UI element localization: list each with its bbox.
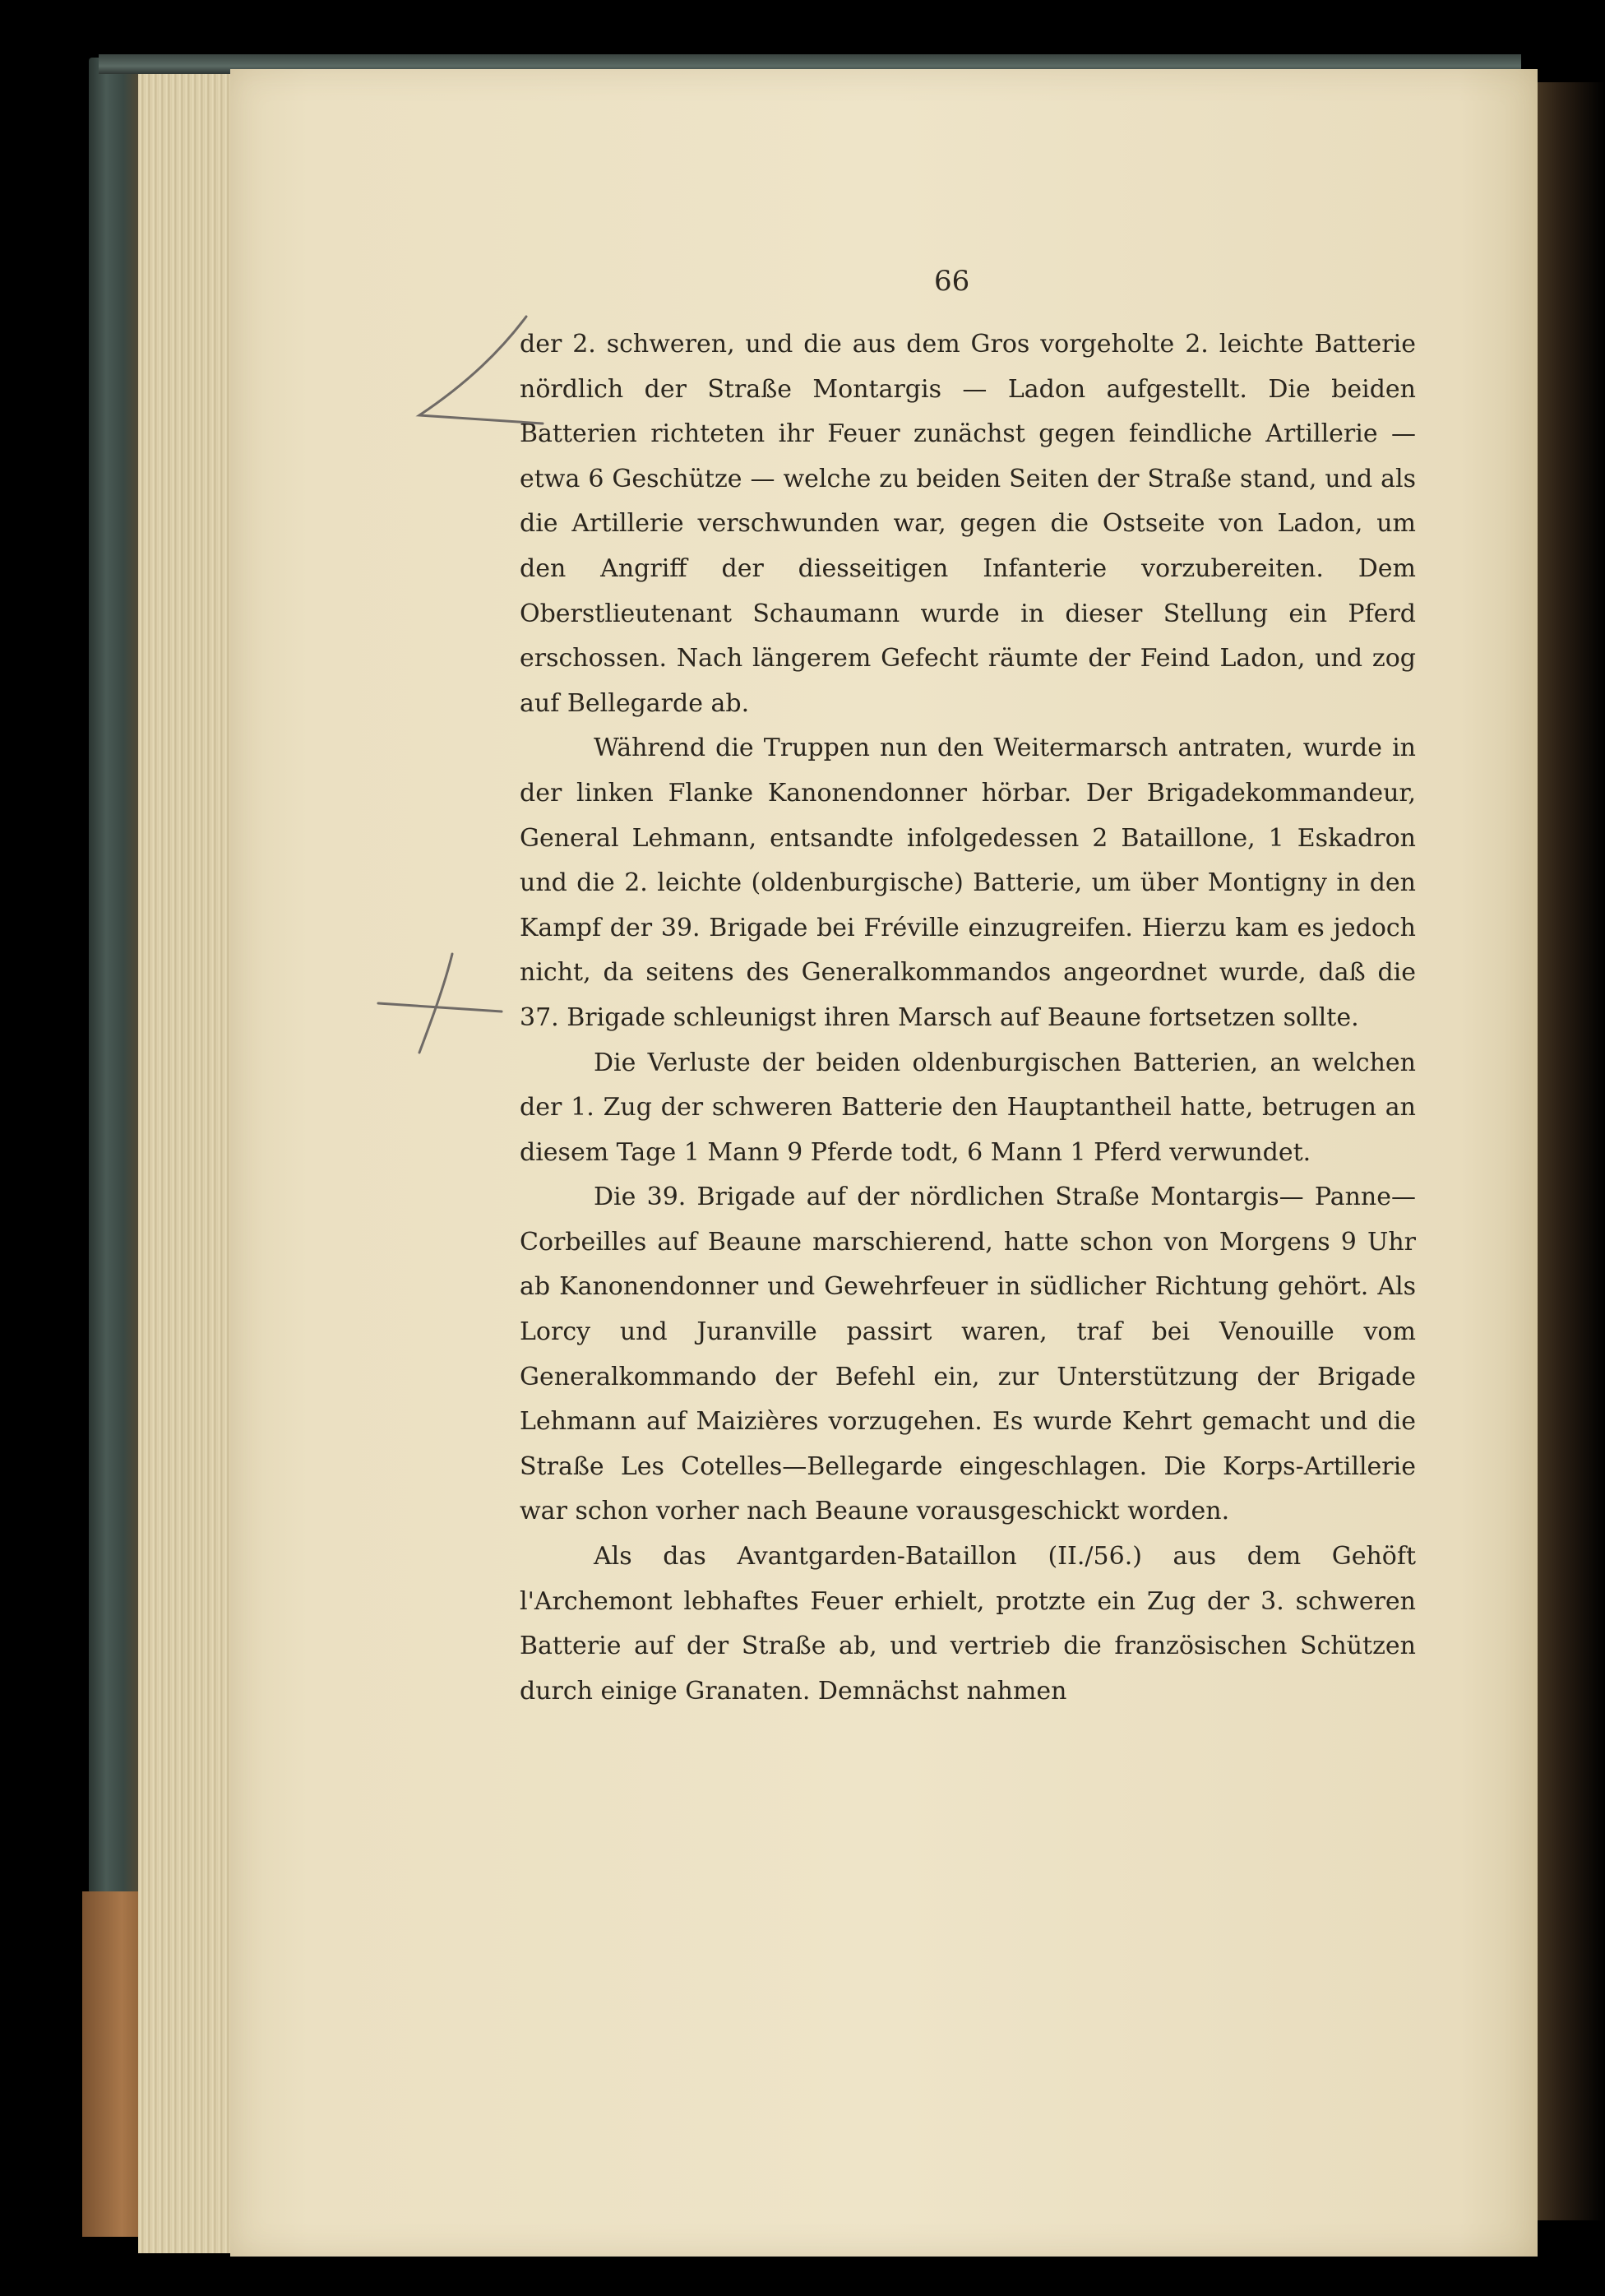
paragraph-1: der 2. schweren, und die aus dem Gros vorgeholte 2. leichte Batterie nördlich der Straße Montargis — Ladon aufgestellt. Die beiden Batterien richteten ihr Feuer zunächst gegen feindliche Artillerie — etwa 6 Geschütze — welche zu beiden Seiten der Straße stand, und als die Artillerie verschwunden war, gegen die Ostseite von Ladon, um den Angriff der diesseitigen Infanterie vorzubereiten. Dem Oberstlieutenant Schaumann wurde in dieser Stellung ein Pferd erschossen. Nach längerem Gefecht räumte der Feind Ladon, und zog auf Bellegarde ab.: [520, 330, 1416, 718]
page-body: [520, 322, 1416, 1714]
paragraph-3: Die Verluste der beiden oldenburgischen Batterien, an welchen der 1. Zug der schweren Batterie den Hauptantheil hatte, betrugen an diesem Tage 1 Mann 9 Pferde todt, 6 Mann 1 Pferd verwundet.: [520, 1048, 1416, 1167]
page-number: 66: [934, 265, 970, 298]
paragraph-2: Während die Truppen nun den Weitermarsch antraten, wurde in der linken Flanke Kanonendonner hörbar. Der Brigadekommandeur, General Lehmann, entsandte infolgedessen 2 Bataillone, 1 Eskadron und die 2. leichte (oldenburgische) Batterie, um über Montigny in den Kampf der 39. Brigade bei Fréville einzugreifen. Hierzu kam es jedoch nicht, da seitens des Generalkommandos angeordnet wurde, daß die 37. Brigade schleunigst ihren Marsch auf Beaune fortsetzen sollte.: [520, 734, 1416, 1032]
paragraph-5: Als das Avantgarden-Bataillon (II./56.) aus dem Gehöft l'Archemont lebhaftes Feuer erhielt, protzte ein Zug der 3. schweren Batterie auf der Straße ab, und vertrieb die französischen Schützen durch einige Granaten. Demnächst nahmen: [520, 1542, 1416, 1706]
page-stack-edge: [138, 74, 237, 2253]
paragraph-4: Die 39. Brigade auf der nördlichen Straße Montargis— Panne—Corbeilles auf Beaune marschierend, hatte schon von Morgens 9 Uhr ab Kanonendonner und Gewehrfeuer in südlicher Richtung gehört. Als Lorcy und Juranville passirt waren, traf bei Venouille vom Generalkommando der Befehl ein, zur Unterstützung der Brigade Lehmann auf Maizières vorzugehen. Es wurde Kehrt gemacht und die Straße Les Cotelles—Bellegarde eingeschlagen. Die Korps-Artillerie war schon vorher nach Beaune vorausgeschickt worden.: [520, 1183, 1416, 1526]
right-cover-edge: [1531, 82, 1605, 2220]
